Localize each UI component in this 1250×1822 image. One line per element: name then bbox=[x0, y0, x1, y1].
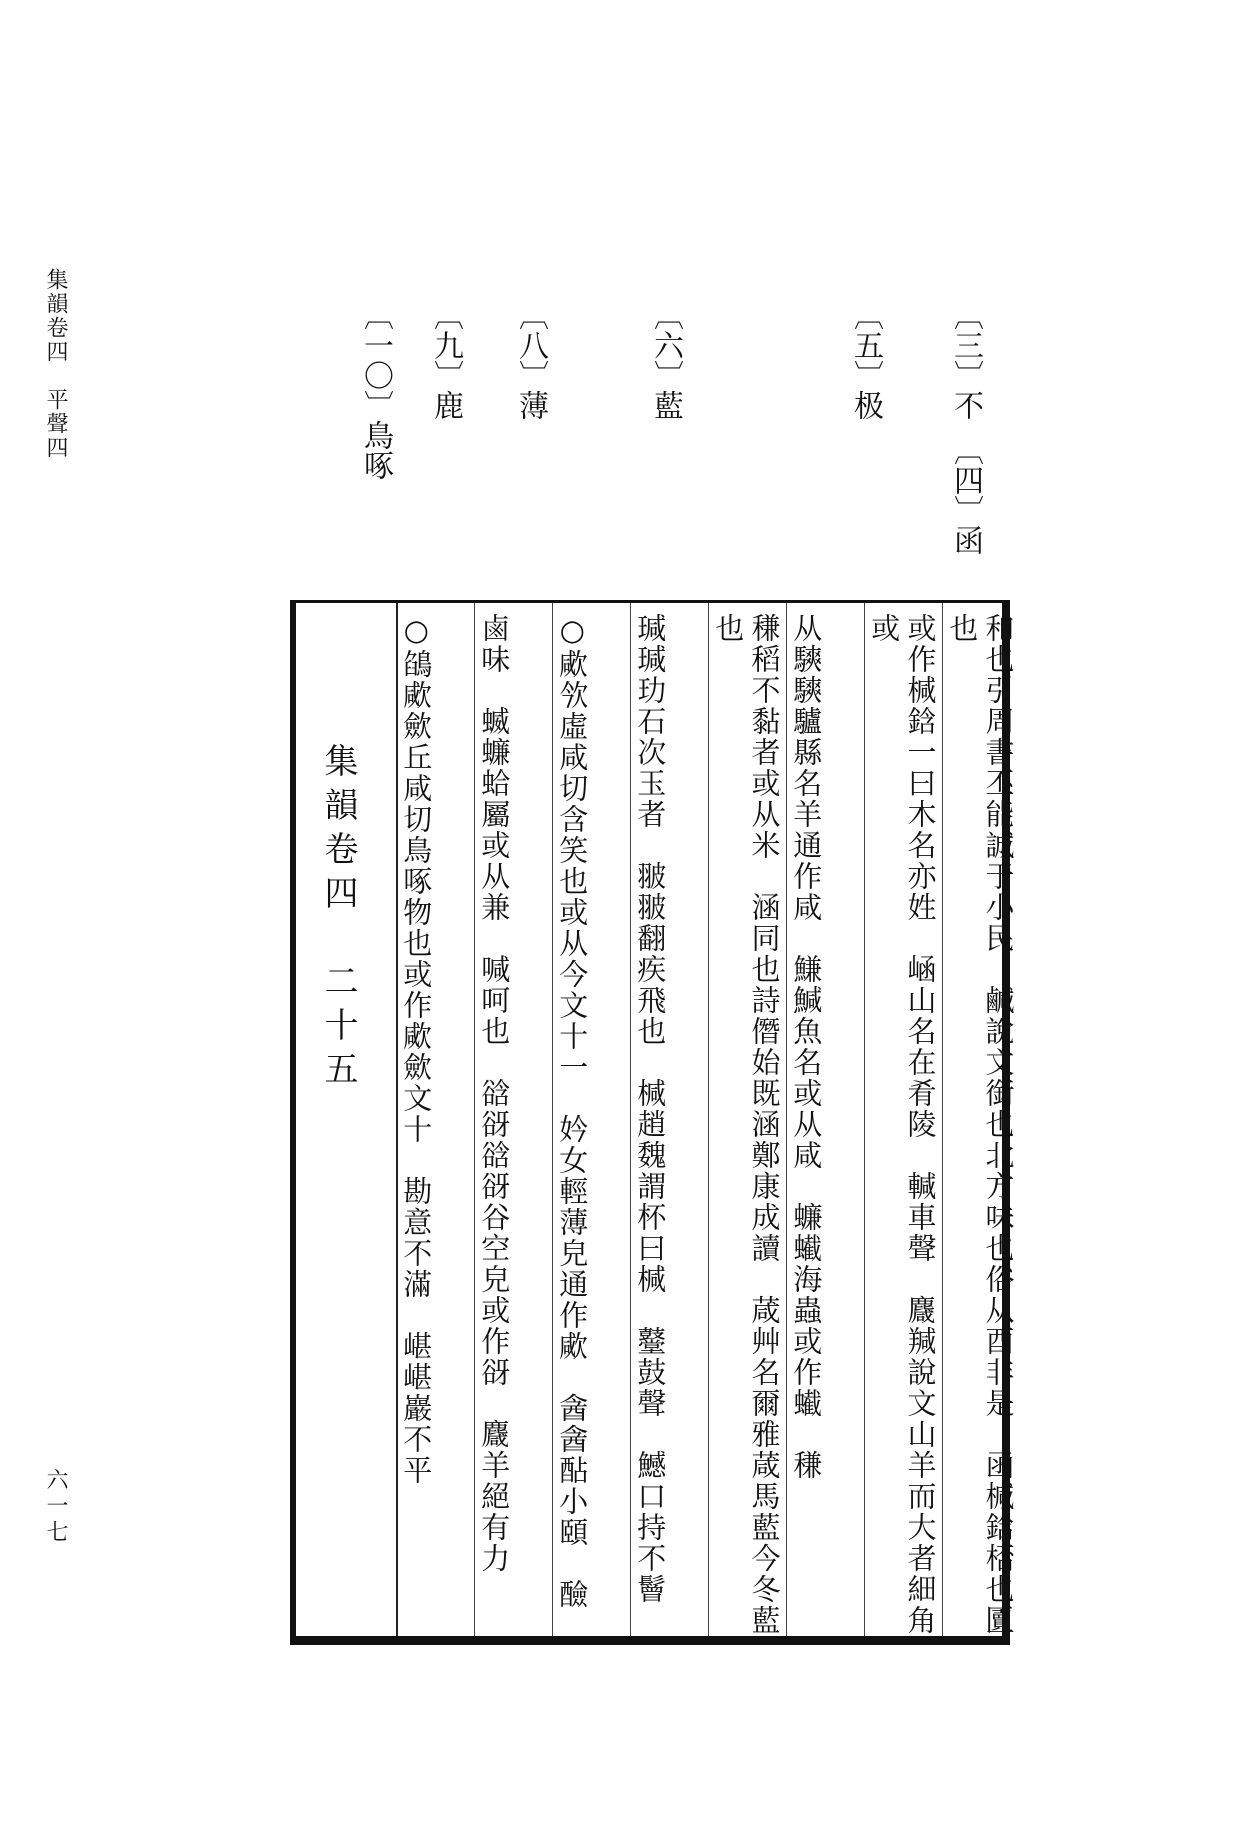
note-9 bbox=[428, 300, 463, 420]
note-number: 〔八〕 bbox=[513, 300, 548, 390]
note-number: 〔三〕 bbox=[948, 300, 983, 390]
note-number: 〔一〇〕 bbox=[358, 300, 393, 420]
text-column-5: 瑊瑊玏石次玉者 翍翍翻疾飛也 椷趙魏謂杯曰椷 鼞鼓聲 鱤口持不鬙 bbox=[633, 613, 668, 1605]
note-number: 〔五〕 bbox=[848, 300, 883, 390]
note-8 bbox=[513, 300, 548, 420]
note-text: 极 bbox=[848, 390, 883, 420]
text-column-6: ○㰹欦虛咸切含笑也或从今文十一 妗女輕薄皃通作㰹 酓酓酟小頤 醶 bbox=[555, 613, 590, 1610]
note-5 bbox=[848, 300, 883, 420]
note-number: 〔六〕 bbox=[648, 300, 683, 390]
note-6 bbox=[648, 300, 683, 420]
text-column-3: 从騻騻驢縣名羊通作咸 鰜鰔魚名或从咸 蠊蠘海蟲或作蠘 稴 bbox=[789, 613, 824, 1481]
note-text: 鹿 bbox=[428, 390, 463, 420]
text-column-1: 和也引周書丕能誠于小民 鹹說文銜也北方味也俗从酉非是 函椷鋡桮也匵也 bbox=[945, 613, 1016, 1636]
text-column-2: 或作椷鋡一曰木名亦姓 崡山名在肴陵 輱車聲 麙羬說文山羊而大者細角或 bbox=[867, 613, 938, 1636]
note-text: 藍 bbox=[648, 390, 683, 420]
running-header: 集韻卷四 平聲四 bbox=[43, 268, 68, 460]
note-text: 不 〔四〕函 bbox=[948, 390, 983, 555]
note-3-4 bbox=[948, 300, 983, 555]
text-frame bbox=[290, 600, 1016, 1645]
text-column-7: 鹵味 蝛蠊蛤屬或从兼 喊呵也 谽谺谽谺谷空皃或作谺 麙羊絕有力 bbox=[477, 613, 512, 1574]
fold-label: 集韻卷四 二十五 bbox=[318, 743, 358, 1095]
text-column-4: 稴稻不黏者或从米 涵同也詩僭始既涵鄭康成讀 葴艸名爾雅葴馬藍今冬藍也 bbox=[711, 613, 782, 1636]
note-number: 〔九〕 bbox=[428, 300, 463, 390]
note-10 bbox=[358, 300, 393, 480]
fold-column bbox=[296, 603, 398, 1636]
page-number: 六一七 bbox=[43, 1468, 68, 1546]
note-text: 薄 bbox=[513, 390, 548, 420]
text-column-8: ○鵮㰹歛丘咸切鳥啄物也或作㰹歛文十 勘意不滿 嵁嵁巖不平 bbox=[399, 613, 434, 1486]
note-text: 鳥啄 bbox=[358, 420, 393, 480]
